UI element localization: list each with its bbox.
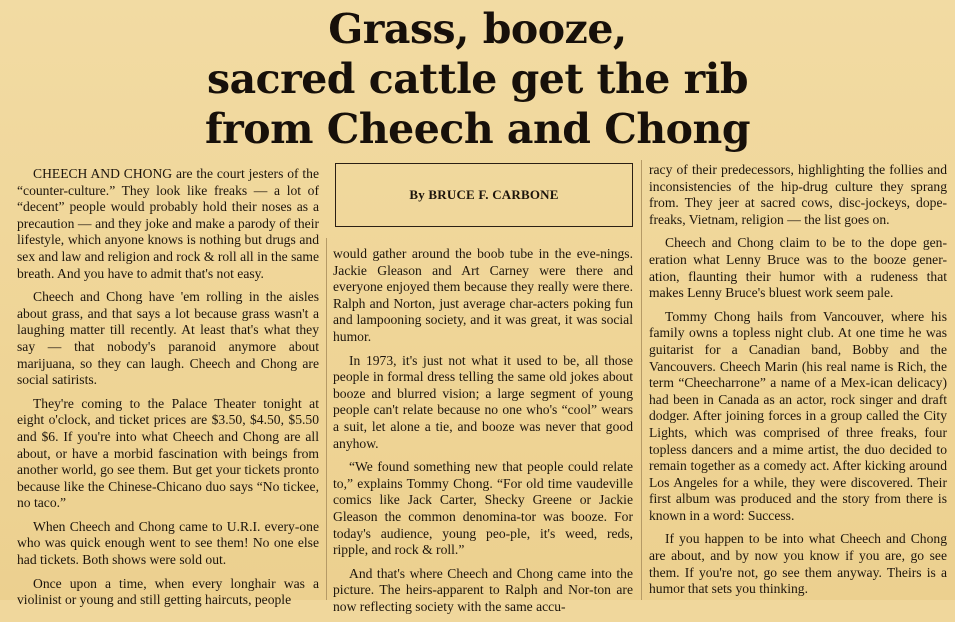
byline-box: [335, 163, 633, 227]
column-divider: [641, 160, 642, 600]
headline: [0, 4, 955, 154]
paragraph: Cheech and Chong claim to be to the dope gen-eration what Lenny Bruce was to the booze gener-ation, flaunting their humor with a rudeness that makes Lenny Bruce's bluest work seem pale.: [649, 235, 947, 301]
paragraph: “We found something new that people could relate to,” explains Tommy Chong. “For old time vaudeville comics like Jack Carter, Shecky Greene or Jackie Gleason the common denomina-tor was booze. For today's audience, young peo-ple, it's weed, reds, ripple, and rock & roll.”: [333, 459, 633, 558]
headline-line-2: sacred cattle get the rib: [207, 55, 748, 103]
paragraph: When Cheech and Chong came to U.R.I. every-one who was quick enough went to see them! No one else had tickets. Both shows were sold out.: [17, 518, 319, 568]
article-column-1: [17, 166, 319, 616]
paragraph: Cheech and Chong have 'em rolling in the aisles about grass, and that says a lot because grass wasn't a laughing matter till recently. At least that's what they say — that nobody's paranoid anymore about marijuana, so they can laugh. Cheech and Chong are social satirists.: [17, 289, 319, 388]
article-column-3: [649, 162, 947, 605]
article-column-2: [333, 246, 633, 622]
paragraph: racy of their predecessors, highlighting the follies and inconsistencies of the hip-drug culture they sprang from. They jeer at sacred cows, disc-jockeys, dope-freaks, Vietnam, religion — the list goes on.: [649, 162, 947, 227]
paragraph: They're coming to the Palace Theater tonight at eight o'clock, and ticket prices are $3.50, $4.50, $5.50 and $6. If you're into what Cheech and Chong are all about, or have a morbid fascination with beings from another world, go see them. But get your tickets pronto because like the Chinese-Chicano duo says “No tickee, no taco.”: [17, 395, 319, 511]
paragraph: If you happen to be into what Cheech and Chong are about, and by now you know if you are, go see them. If you're not, go see them anyway. Theirs is a humor that sets you thinking.: [649, 531, 947, 597]
paragraph: Once upon a time, when every longhair was a violinist or young and still getting haircuts, people: [17, 575, 319, 608]
paragraph: In 1973, it's just not what it used to be, all those people in formal dress telling the same old jokes about booze and blurred vision; a large segment of young people can't relate because no one who's “cool” wears a suit, let alone a tie, and booze was never that good anyhow.: [333, 352, 633, 451]
paragraph: CHEECH AND CHONG are the court jesters of the “counter-culture.” They look like freaks — a lot of “decent” people would probably hold their noses as a precaution — and they joke and make a parody of their lifestyle, which anyone knows is nothing but drugs and sex and law and religion and rock & roll all in the same breath. And you have to admit that's not easy.: [17, 166, 319, 281]
byline: By BRUCE F. CARBONE: [409, 187, 559, 202]
paragraph: Tommy Chong hails from Vancouver, where his family owns a topless night club. At one time he was guitarist for a Canadian band, Bobby and the Vancouvers. Cheech Marin (his real name is Rich, the term “Cheecharrone” a name of a Mex-ican delicacy) had been in Canada as an actor, rock singer and draft dodger. After joining forces in a group called the City Lights, which was comprised of three freaks, four topless dancers and a mime artist, the duo decided to remain together as a comedy act. After kicking around Los Angeles for a while, they were discovered. Their first album was produced and the story from there is known in a word: Success.: [649, 308, 947, 523]
headline-line-1: Grass, booze,: [328, 5, 627, 53]
paragraph: would gather around the boob tube in the eve-nings. Jackie Gleason and Art Carney were there and everyone enjoyed them because they really were there. Ralph and Norton, just average char-acters poking fun and lampooning society, and it was great, it was social humor.: [333, 246, 633, 344]
headline-line-3: from Cheech and Chong: [205, 105, 750, 153]
column-divider: [326, 238, 327, 600]
paragraph: And that's where Cheech and Chong came into the picture. The heirs-apparent to Ralph and Nor-ton are now reflecting society with the same accu-: [333, 565, 633, 614]
